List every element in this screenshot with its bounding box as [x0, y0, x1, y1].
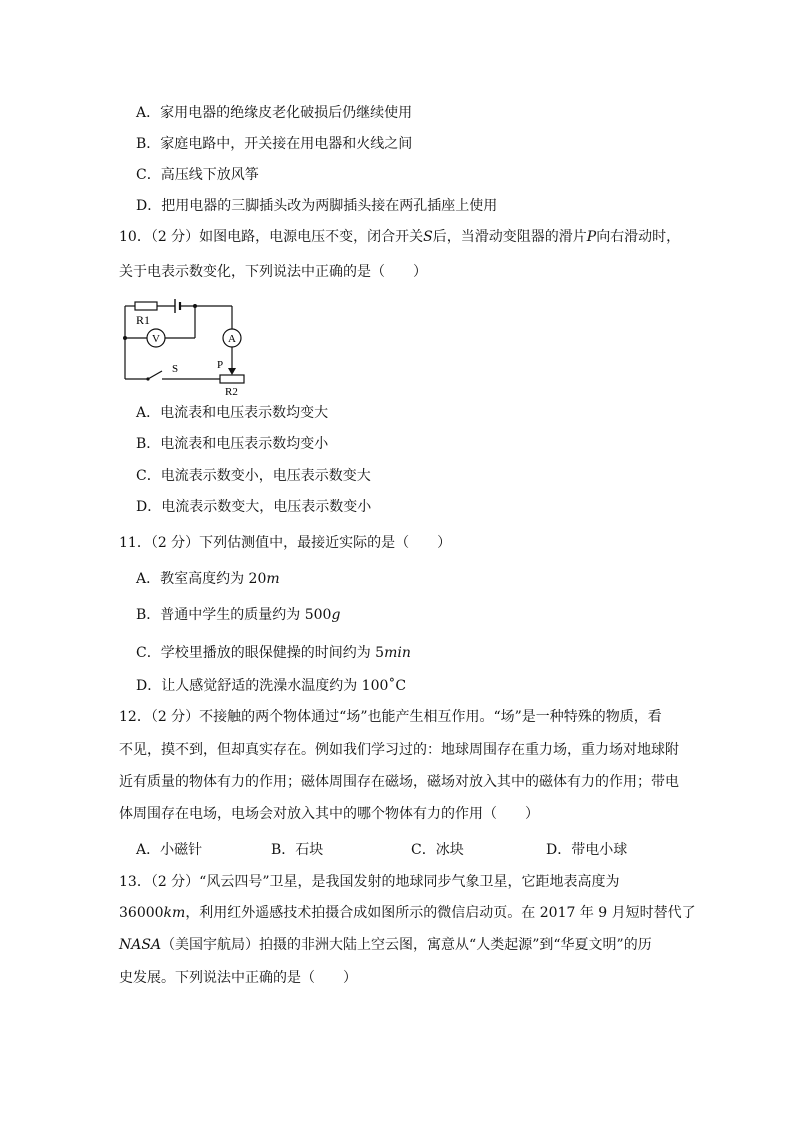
- r2-label-text: R2: [225, 386, 238, 398]
- q13-stem-line4: 史发展。下列说法中正确的是（ ）: [119, 970, 357, 986]
- q10-option-b: B．电流表和电压表示数均变小: [136, 436, 329, 452]
- q10-stem-part1: 10．（2 分）如图电路，电源电压不变，闭合开关: [119, 229, 424, 245]
- q12-stem-line1: 12．（2 分）不接触的两个物体通过“场”也能产生相互作用。“场”是一种特殊的物质，看: [119, 709, 662, 725]
- q13-stem-line2: [119, 903, 696, 923]
- q9-option-b: B．家庭电路中，开关接在用电器和火线之间: [136, 136, 413, 152]
- q10-option-a: A．电流表和电压表示数均变大: [136, 405, 329, 421]
- junction-dot-top: [193, 304, 197, 308]
- ammeter-label: A: [228, 333, 236, 345]
- q10-stem-line2: 关于电表示数变化，下列说法中正确的是（ ）: [119, 264, 427, 280]
- q12-option-d: D．带电小球: [546, 842, 628, 858]
- q13-number: 36000: [119, 905, 164, 921]
- r2-resistor: [220, 375, 244, 383]
- q11-stem: 11．（2 分）下列估测值中，最接近实际的是（ ）: [119, 535, 452, 551]
- r2-label: [225, 386, 238, 398]
- q12-option-a: A．小磁针: [136, 842, 203, 858]
- q10-option-c: C．电流表示数变小，电压表示数变大: [136, 468, 371, 484]
- q9-option-c: C．高压线下放风筝: [136, 167, 259, 183]
- q10-stem-part3: 向右滑动时，: [596, 229, 681, 245]
- q9-option-a: A．家用电器的绝缘皮老化破损后仍继续使用: [136, 105, 413, 121]
- q12-stem-line3: 近有质量的物体有力的作用；磁体周围存在磁场，磁场对放入其中的磁体有力的作用；带电: [119, 774, 679, 790]
- q11-option-b-unit: g: [331, 607, 341, 623]
- switch-pivot: [146, 377, 149, 380]
- q13-stem-line3: [119, 935, 652, 955]
- junction-dot-left: [123, 336, 127, 340]
- q10-stem-part2: 后，当滑动变阻器的滑片: [432, 229, 587, 245]
- q9-option-d: D．把用电器的三脚插头改为两脚插头接在两孔插座上使用: [136, 198, 498, 214]
- q10-var-s: S: [423, 229, 433, 245]
- voltmeter-label: V: [152, 333, 160, 345]
- circuit-diagram: [118, 296, 258, 398]
- q11-option-a: [136, 569, 280, 589]
- q11-option-c: [136, 643, 411, 663]
- q11-option-c-unit: min: [384, 645, 411, 661]
- r1-label: [136, 313, 150, 327]
- r1-resistor: [135, 302, 157, 310]
- slider-arrow: [228, 368, 236, 375]
- slider-label: P: [217, 359, 224, 371]
- q13-line2-rest: ，利用红外遥感技术拍摄合成如图所示的微信启动页。在 2017 年 9 月短时替代了: [185, 905, 696, 921]
- q11-option-b: [136, 605, 340, 625]
- q13-line3-rest: （美国宇航局）拍摄的非洲大陆上空云图，寓意从“人类起源”到“华夏文明”的历: [161, 937, 652, 953]
- q13-unit: km: [163, 905, 186, 921]
- q12-stem-line2: 不见，摸不到，但却真实存在。例如我们学习过的：地球周围存在重力场，重力场对地球附: [119, 742, 679, 758]
- q11-option-d: D．让人感觉舒适的洗澡水温度约为 100˚C: [136, 678, 407, 694]
- q13-stem-line1: 13．（2 分）“风云四号”卫星，是我国发射的地球同步气象卫星，它距地表高度为: [119, 874, 620, 890]
- q12-option-b: B．石块: [271, 842, 324, 858]
- q11-option-a-text: A．教室高度约为 20: [136, 571, 267, 587]
- q12-option-c: C．冰块: [411, 842, 464, 858]
- q12-stem-line4: 体周围存在电场，电场会对放入其中的哪个物体有力的作用（ ）: [119, 806, 539, 822]
- q11-option-b-text: B．普通中学生的质量约为 500: [136, 607, 332, 623]
- r1-label-text: R1: [136, 313, 151, 327]
- q10-stem-line1: [119, 227, 680, 247]
- q11-option-a-unit: m: [266, 571, 280, 587]
- q10-option-d: D．电流表示数变大，电压表示数变小: [136, 499, 372, 515]
- q10-var-p: P: [586, 229, 597, 245]
- q11-option-c-text: C．学校里播放的眼保健操的时间约为 5: [136, 645, 385, 661]
- switch-blade: [148, 371, 162, 379]
- switch-label: S: [172, 363, 179, 375]
- q13-nasa: NASA: [119, 937, 162, 953]
